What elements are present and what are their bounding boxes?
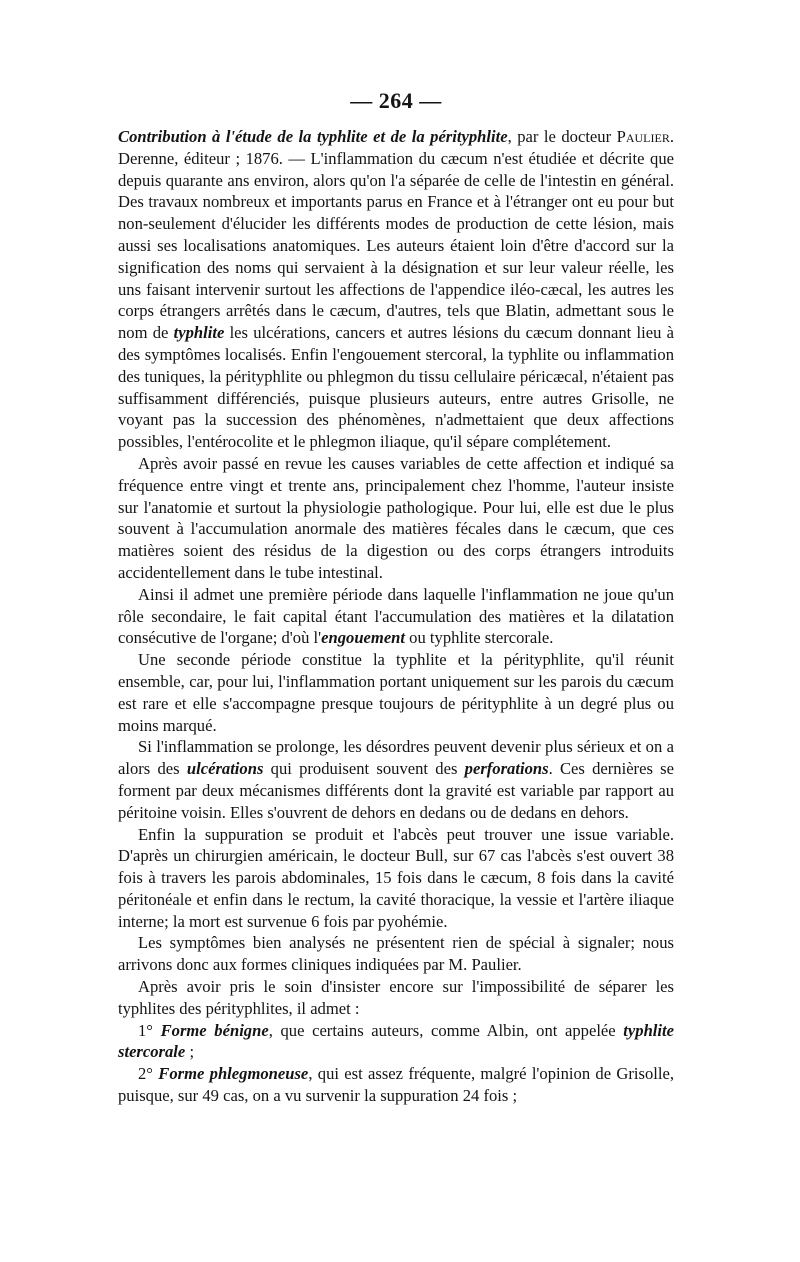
italic-text: perforations (464, 759, 549, 779)
italic-text: Forme phlegmoneuse (158, 1064, 309, 1084)
body-text (118, 126, 674, 1107)
text-run: Une seconde période constitue la typhlite et la pérityphlite, qu'il réunit ensemble, car, pour lui, l'inflammation portant uniquement sur les parois du cæcum est rare et elle s'accompagne presque toujours de pérityphlite à un degré plus ou moins marqué. (118, 650, 674, 735)
paragraph-p7 (118, 932, 674, 976)
paragraph-p9 (118, 1020, 674, 1064)
text-run: 1° (138, 1020, 161, 1040)
text-run: Après avoir passé en revue les causes variables de cette affection et indiqué sa fréquence entre vingt et trente ans, principalement chez l'homme, l'auteur insiste sur l'anatomie et surtout la physiologie pathologique. Pour lui, elle est due le plus souvent à l'accumulation anormale des matières fécales dans le cæcum, que ces matières soient des résidus de la digestion ou des corps étrangers introduits accidentellement dans le tube intestinal. (118, 453, 674, 582)
text-run: , par le docteur (507, 127, 617, 146)
paragraph-p10 (118, 1063, 674, 1107)
text-run: , qui est assez fréquente, malgré l'opinion de Grisolle, puisque, sur 49 cas, on a vu survenir la suppuration 24 fois ; (118, 1064, 675, 1106)
italic-text: ulcérations (186, 759, 264, 779)
paragraph-p1 (118, 126, 674, 453)
italic-text: Contribution à l'étude de la typhlite et de la pérityphlite (118, 127, 508, 146)
document-page (118, 88, 674, 1107)
text-run: Les symptômes bien analysés ne présentent rien de spécial à signaler; nous arrivons donc aux formes cliniques indiquées par M. Paulier. (118, 933, 674, 975)
text-run: , que certains auteurs, comme Albin, ont appelée (268, 1020, 624, 1040)
text-run: Si l'inflammation se prolonge, les désordres peuvent devenir plus sérieux et on a alors des (118, 737, 674, 779)
text-run: ; (185, 1042, 195, 1062)
text-run: . Ces dernières se forment par deux mécanismes différents dont la gravité est variable par rapport au péritoine voisin. Elles s'ouvrent de dehors en dedans ou de dedans en dehors. (118, 759, 674, 822)
italic-text: Forme bénigne (160, 1020, 269, 1040)
page-number: — 264 — (350, 88, 442, 113)
text-run: les ulcérations, cancers et autres lésions du cæcum donnant lieu à des symptômes localisés. Enfin l'engouement stercoral, la typhlite ou inflammation des tuniques, la pérityphlite ou phlegmon du tissu cellulaire péricæcal, n'étaient pas suffisamment différenciés, puisque plusieurs auteurs, entre autres Grisolle, ne voyant pas la succession des phénomènes, n'admettaient que deux affections possibles, l'entérocolite et le phlegmon iliaque, qu'il sépare complétement. (118, 323, 675, 452)
italic-text: typhlite stercorale (118, 1020, 674, 1062)
paragraph-p4 (118, 649, 674, 736)
paragraph-p5 (118, 736, 674, 823)
paragraph-p3 (118, 584, 674, 649)
italic-text: engouement (321, 628, 406, 648)
text-run: 2° (138, 1064, 159, 1084)
author-name: Paulier (616, 127, 670, 146)
text-run: Ainsi il admet une première période dans laquelle l'inflammation ne joue qu'un rôle secondaire, le fait capital étant l'accumulation des matières et la dilatation consécutive de l'organe; d'où l' (118, 584, 674, 648)
paragraph-p6 (118, 824, 674, 933)
text-run: . Derenne, éditeur ; 1876. — L'inflammation du cæcum n'est étudiée et décrite que depuis quarante ans environ, alors qu'on l'a séparée de celle de l'intestin en général. Des travaux nombreux et importants parus en France et à l'étranger ont eu pour but non-seulement d'élucider les différents modes de production de cette lésion, mais aussi ses localisations anatomiques. Les auteurs étaient loin d'être d'accord sur la signification des noms qui servaient à la désignation et sur leur valeur réelle, les uns faisant intervenir surtout les affections de l'appendice iléo-cæcal, les autres les corps étrangers arrêtés dans le cæcum, d'autres, tels que Blatin, admettant sous le nom de (118, 127, 674, 343)
italic-text: typhlite (173, 323, 225, 343)
text-run: Enfin la suppuration se produit et l'abcès peut trouver une issue variable. D'après un chirurgien américain, le docteur Bull, sur 67 cas l'abcès s'est ouvert 38 fois à travers les parois abdominales, 15 fois dans le cæcum, 8 fois dans la cavité péritonéale et enfin dans le rectum, la cavité thoracique, la vessie et l'artère iliaque interne; la mort est survenue 6 fois par pyohémie. (118, 824, 674, 931)
paragraph-p2 (118, 453, 674, 584)
text-run: ou typhlite stercorale. (405, 628, 554, 648)
paragraph-p8 (118, 976, 674, 1020)
text-run: qui produisent souvent des (263, 759, 465, 779)
text-run: Après avoir pris le soin d'insister encore sur l'impossibilité de séparer les typhlites des pérityphlites, il admet : (118, 977, 674, 1018)
